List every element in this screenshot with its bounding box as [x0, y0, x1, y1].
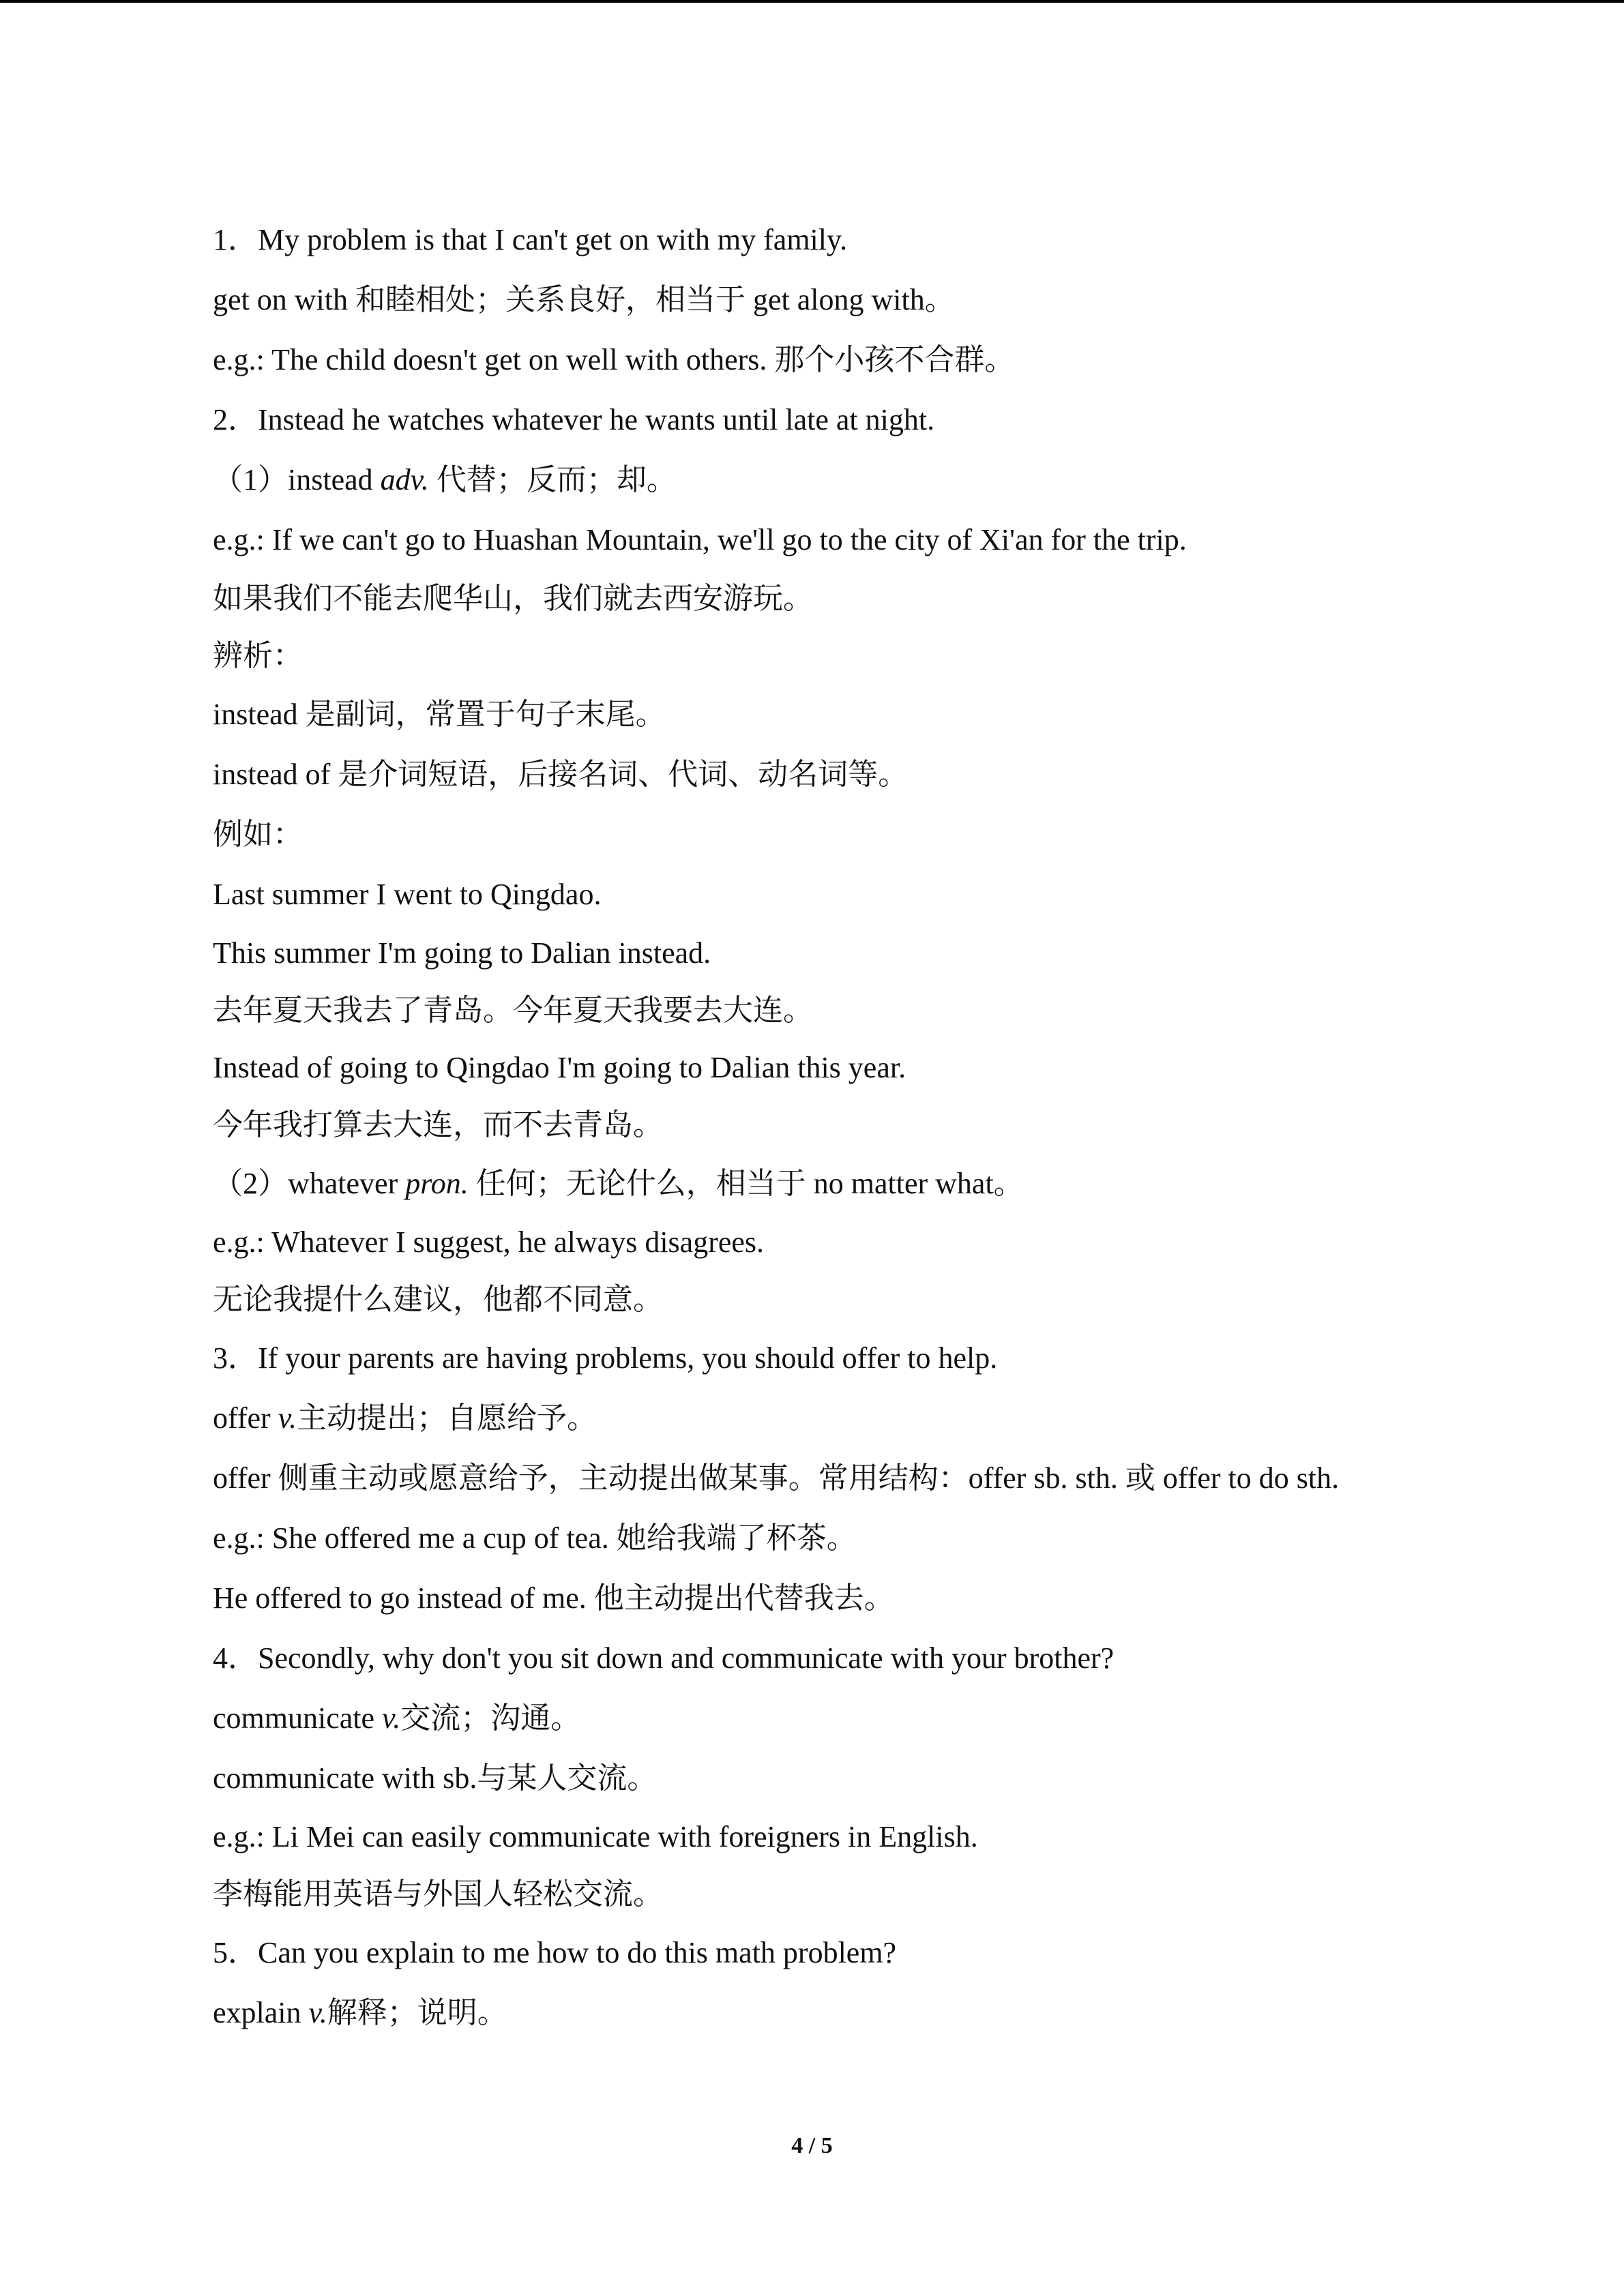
item-5-sentence: 5．Can you explain to me how to do this math problem?: [213, 1936, 897, 1969]
usage-note: offer 侧重主动或愿意给予，主动提出做某事。常用结构：offer sb. sth. 或 offer to do sth.: [213, 1461, 1340, 1495]
translation: 李梅能用英语与外国人轻松交流。: [213, 1877, 663, 1911]
heading-examples: 例如：: [213, 818, 303, 851]
text-run: 代替；反而；却。: [428, 463, 677, 496]
part-of-speech: v.: [278, 1401, 297, 1435]
item-4-sentence: 4．Secondly, why don't you sit down and communicate with your brother?: [213, 1641, 1114, 1675]
page-number: 4 / 5: [791, 2133, 833, 2158]
heading-analysis: 辨析：: [213, 639, 303, 672]
example: He offered to go instead of me. 他主动提出代替我去。: [213, 1581, 894, 1615]
part-of-speech: v.: [308, 1996, 327, 2029]
phrase-definition: get on with 和睦相处；关系良好，相当于 get along with。: [213, 283, 955, 316]
sub-item-instead: [213, 450, 1522, 510]
top-border: [0, 0, 1624, 3]
example: This summer I'm going to Dalian instead.: [213, 936, 711, 970]
example: e.g.: The child doesn't get on well with others. 那个小孩不合群。: [213, 343, 1015, 376]
document-body: [213, 210, 1522, 2043]
word-definition: [213, 1688, 1522, 1748]
example: e.g.: She offered me a cup of tea. 她给我端了杯茶。: [213, 1521, 857, 1555]
text-run: （2）whatever: [213, 1167, 406, 1200]
text-run: （1）instead: [213, 463, 381, 496]
part-of-speech: v.: [382, 1701, 401, 1735]
text-run: offer: [213, 1401, 278, 1435]
part-of-speech: pron.: [405, 1167, 469, 1200]
example: e.g.: If we can't go to Huashan Mountain, we'll go to the city of Xi'an for the trip.: [213, 523, 1187, 556]
translation: 今年我打算去大连，而不去青岛。: [213, 1108, 663, 1142]
item-3-sentence: 3．If your parents are having problems, you should offer to help.: [213, 1341, 998, 1375]
text-run: 任何；无论什么，相当于 no matter what。: [468, 1167, 1024, 1200]
word-definition: [213, 1388, 1522, 1448]
usage-note: communicate with sb.与某人交流。: [213, 1761, 658, 1795]
item-2-sentence: 2．Instead he watches whatever he wants until late at night.: [213, 403, 935, 436]
example: e.g.: Whatever I suggest, he always disagrees.: [213, 1225, 765, 1259]
part-of-speech: adv.: [380, 463, 429, 496]
example: Instead of going to Qingdao I'm going to Dalian this year.: [213, 1051, 906, 1084]
analysis-line: instead of 是介词短语，后接名词、代词、动名词等。: [213, 758, 909, 791]
translation: 去年夏天我去了青岛。今年夏天我要去大连。: [213, 994, 813, 1027]
analysis-line: instead 是副词，常置于句子末尾。: [213, 698, 666, 731]
text-run: 交流；沟通。: [400, 1701, 581, 1735]
example: Last summer I went to Qingdao.: [213, 878, 602, 911]
translation: 如果我们不能去爬华山，我们就去西安游玩。: [213, 582, 813, 615]
translation: 无论我提什么建议，他都不同意。: [213, 1283, 663, 1316]
text-run: 主动提出；自愿给予。: [296, 1401, 597, 1435]
word-definition: [213, 1983, 1522, 2043]
sub-item-whatever: [213, 1154, 1522, 1214]
text-run: communicate: [213, 1701, 383, 1735]
text-run: explain: [213, 1996, 309, 2029]
example: e.g.: Li Mei can easily communicate with foreigners in English.: [213, 1820, 978, 1853]
item-1-sentence: 1．My problem is that I can't get on with my family.: [213, 223, 848, 256]
text-run: 解释；说明。: [327, 1996, 507, 2029]
